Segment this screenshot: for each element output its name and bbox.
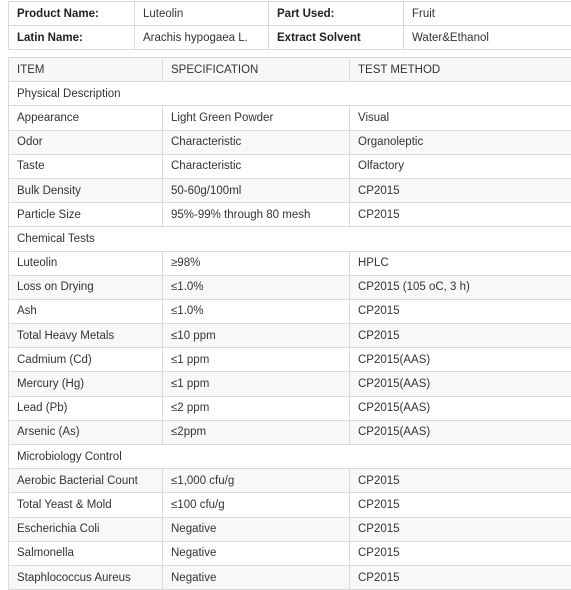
column-header-specification: SPECIFICATION bbox=[163, 58, 350, 82]
product-name-label: Product Name: bbox=[9, 2, 135, 26]
product-info-table bbox=[8, 1, 571, 50]
test-method-cell: Visual bbox=[350, 106, 571, 130]
item-cell: Appearance bbox=[9, 106, 163, 130]
test-method-cell: Organoleptic bbox=[350, 130, 571, 154]
column-header-item: ITEM bbox=[9, 58, 163, 82]
item-cell: Odor bbox=[9, 130, 163, 154]
test-method-cell: HPLC bbox=[350, 251, 571, 275]
part-used-value: Fruit bbox=[404, 2, 571, 26]
table-row bbox=[9, 493, 571, 517]
item-cell: Total Heavy Metals bbox=[9, 324, 163, 348]
specification-cell: 95%-99% through 80 mesh bbox=[163, 203, 350, 227]
table-row bbox=[9, 324, 571, 348]
specification-cell: ≤1.0% bbox=[163, 275, 350, 299]
item-cell: Particle Size bbox=[9, 203, 163, 227]
table-row bbox=[9, 275, 571, 299]
section-header-row bbox=[9, 445, 571, 469]
specification-cell: ≤1,000 cfu/g bbox=[163, 469, 350, 493]
specification-cell: Characteristic bbox=[163, 130, 350, 154]
section-title: Physical Description bbox=[9, 82, 571, 106]
column-header-test-method: TEST METHOD bbox=[350, 58, 571, 82]
test-method-cell: Olfactory bbox=[350, 154, 571, 178]
table-row bbox=[9, 565, 571, 589]
extract-solvent-label: Extract Solvent bbox=[269, 26, 404, 50]
table-row bbox=[9, 348, 571, 372]
table-row bbox=[9, 541, 571, 565]
test-method-cell: CP2015 (105 oC, 3 h) bbox=[350, 275, 571, 299]
extract-solvent-value: Water&Ethanol bbox=[404, 26, 571, 50]
specification-cell: Characteristic bbox=[163, 154, 350, 178]
test-method-cell: CP2015 bbox=[350, 565, 571, 589]
part-used-label: Part Used: bbox=[269, 2, 404, 26]
item-cell: Total Yeast & Mold bbox=[9, 493, 163, 517]
specification-table-body bbox=[9, 58, 571, 590]
specification-cell: ≤2ppm bbox=[163, 420, 350, 444]
product-name-value: Luteolin bbox=[135, 2, 269, 26]
product-info-row bbox=[9, 2, 571, 26]
item-cell: Loss on Drying bbox=[9, 275, 163, 299]
table-row bbox=[9, 178, 571, 202]
item-cell: Ash bbox=[9, 299, 163, 323]
specification-table bbox=[8, 57, 571, 590]
section-title: Chemical Tests bbox=[9, 227, 571, 251]
table-row bbox=[9, 517, 571, 541]
specification-cell: ≤100 cfu/g bbox=[163, 493, 350, 517]
item-cell: Escherichia Coli bbox=[9, 517, 163, 541]
item-cell: Luteolin bbox=[9, 251, 163, 275]
test-method-cell: CP2015 bbox=[350, 299, 571, 323]
specification-cell: Negative bbox=[163, 565, 350, 589]
section-header-row bbox=[9, 227, 571, 251]
table-row bbox=[9, 420, 571, 444]
latin-name-value: Arachis hypogaea L. bbox=[135, 26, 269, 50]
table-header-row bbox=[9, 58, 571, 82]
item-cell: Lead (Pb) bbox=[9, 396, 163, 420]
test-method-cell: CP2015 bbox=[350, 178, 571, 202]
specification-cell: Negative bbox=[163, 517, 350, 541]
specification-cell: Light Green Powder bbox=[163, 106, 350, 130]
test-method-cell: CP2015 bbox=[350, 469, 571, 493]
test-method-cell: CP2015(AAS) bbox=[350, 372, 571, 396]
test-method-cell: CP2015 bbox=[350, 517, 571, 541]
test-method-cell: CP2015 bbox=[350, 493, 571, 517]
item-cell: Bulk Density bbox=[9, 178, 163, 202]
specification-cell: ≤2 ppm bbox=[163, 396, 350, 420]
specification-cell: ≤10 ppm bbox=[163, 324, 350, 348]
table-row bbox=[9, 396, 571, 420]
test-method-cell: CP2015 bbox=[350, 324, 571, 348]
item-cell: Taste bbox=[9, 154, 163, 178]
test-method-cell: CP2015 bbox=[350, 203, 571, 227]
table-row bbox=[9, 469, 571, 493]
item-cell: Cadmium (Cd) bbox=[9, 348, 163, 372]
item-cell: Staphlococcus Aureus bbox=[9, 565, 163, 589]
item-cell: Mercury (Hg) bbox=[9, 372, 163, 396]
table-row bbox=[9, 154, 571, 178]
section-title: Microbiology Control bbox=[9, 445, 571, 469]
item-cell: Salmonella bbox=[9, 541, 163, 565]
specification-cell: ≤1 ppm bbox=[163, 372, 350, 396]
item-cell: Arsenic (As) bbox=[9, 420, 163, 444]
specification-cell: 50-60g/100ml bbox=[163, 178, 350, 202]
table-row bbox=[9, 299, 571, 323]
latin-name-label: Latin Name: bbox=[9, 26, 135, 50]
specification-cell: Negative bbox=[163, 541, 350, 565]
test-method-cell: CP2015(AAS) bbox=[350, 396, 571, 420]
table-row bbox=[9, 251, 571, 275]
item-cell: Aerobic Bacterial Count bbox=[9, 469, 163, 493]
specification-cell: ≤1 ppm bbox=[163, 348, 350, 372]
product-info-row bbox=[9, 26, 571, 50]
table-row bbox=[9, 106, 571, 130]
table-row bbox=[9, 372, 571, 396]
specification-cell: ≥98% bbox=[163, 251, 350, 275]
specification-cell: ≤1.0% bbox=[163, 299, 350, 323]
test-method-cell: CP2015 bbox=[350, 541, 571, 565]
table-row bbox=[9, 203, 571, 227]
table-row bbox=[9, 130, 571, 154]
test-method-cell: CP2015(AAS) bbox=[350, 420, 571, 444]
section-header-row bbox=[9, 82, 571, 106]
test-method-cell: CP2015(AAS) bbox=[350, 348, 571, 372]
